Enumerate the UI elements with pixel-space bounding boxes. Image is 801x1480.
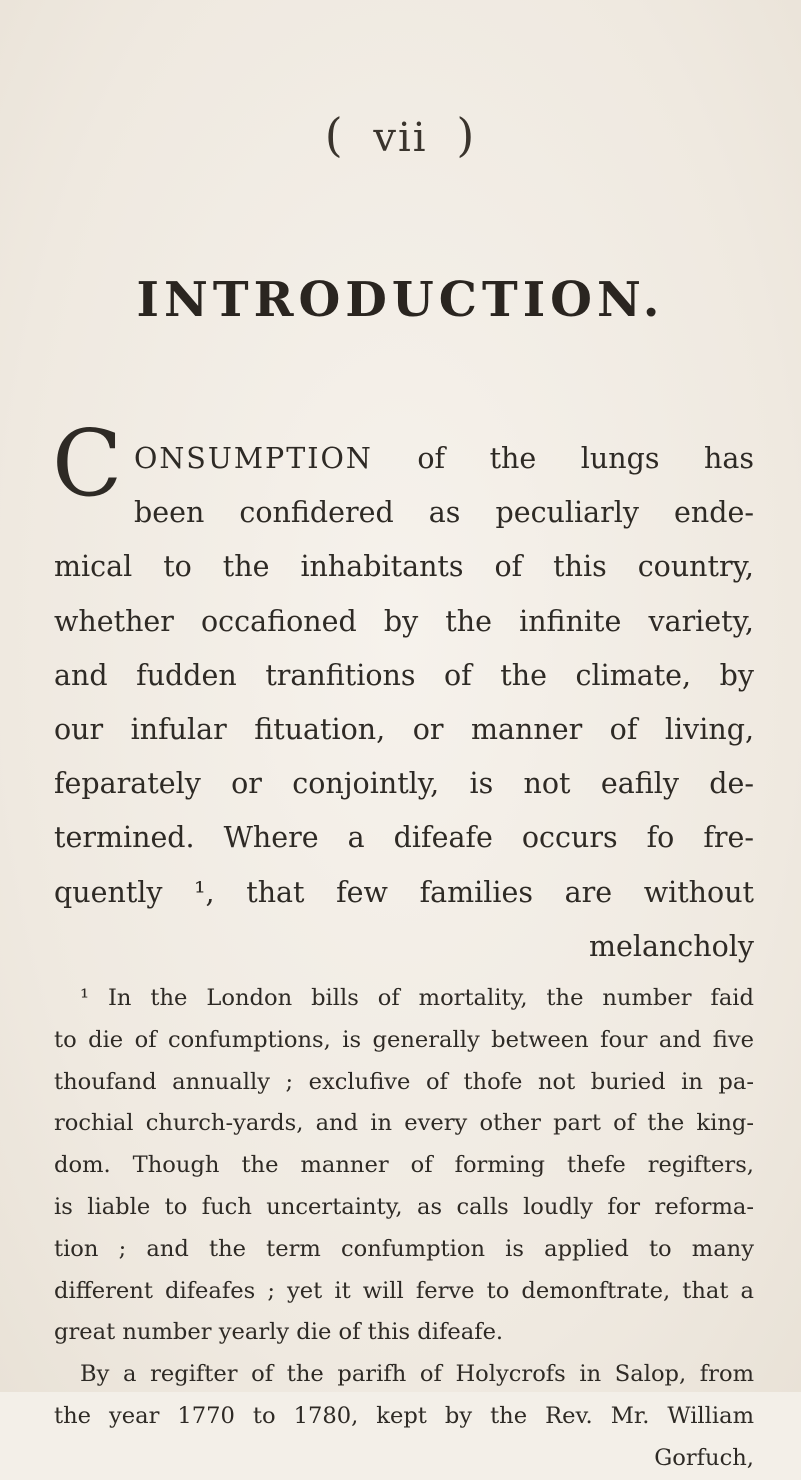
footnote-line: the year 1770 to 1780, kept by the Rev. Mr. William — [54, 1402, 754, 1429]
footnote-line: great number yearly die of this difeafe. — [54, 1319, 504, 1346]
chapter-heading: INTRODUCTION. — [136, 272, 665, 328]
paragraph-line: been confidered as peculiarly ende- — [134, 496, 754, 530]
line-text: of the lungs has — [372, 442, 754, 475]
page-number — [0, 108, 801, 162]
paragraph-line — [134, 432, 754, 486]
paragraph-line: mical to the inhabitants of this country, — [54, 550, 754, 584]
first-word: ONSUMPTION — [134, 442, 373, 475]
page-number-numeral: vii — [373, 115, 428, 161]
drop-cap: C — [52, 410, 123, 517]
footnote-line: tion ; and the term confumption is applied to many — [54, 1235, 754, 1262]
footnote-line: rochial church-yards, and in every other part of the king- — [54, 1110, 754, 1137]
paragraph-line: our infular fituation, or manner of living, — [54, 712, 754, 746]
paragraph-line: whether occafioned by the infinite variety, — [54, 604, 754, 638]
paragraph-line: feparately or conjointly, is not eafily de- — [54, 767, 754, 801]
footnote-line: different difeafes ; yet it will ferve to demonftrate, that a — [54, 1277, 754, 1304]
footnote-line: is liable to fuch uncertainty, as calls loudly for reforma- — [54, 1193, 754, 1220]
footnote-line: dom. Though the manner of forming thefe regifters, — [54, 1152, 754, 1179]
page-number-close: ) — [456, 108, 477, 162]
footnote-catchword: Gorfuch, — [654, 1444, 754, 1471]
footnote-line: to die of confumptions, is generally between four and five — [54, 1026, 754, 1053]
paragraph-line: and fudden tranfitions of the climate, by — [54, 658, 754, 692]
paragraph-line: termined. Where a difeafe occurs fo fre- — [54, 821, 754, 855]
main-paragraph — [52, 410, 754, 974]
paragraph-line: quently ¹, that few families are without — [54, 875, 754, 909]
footnote-line: ¹ In the London bills of mortality, the number faid — [80, 985, 754, 1011]
footnote — [54, 978, 754, 1480]
catchword: melancholy — [588, 929, 754, 963]
footnote-line: thoufand annually ; exclufive of thofe not buried in pa- — [54, 1068, 754, 1095]
footnote-line: By a regifter of the parifh of Holycrofs in Salop, from — [80, 1361, 754, 1388]
page-number-open: ( — [324, 108, 345, 162]
